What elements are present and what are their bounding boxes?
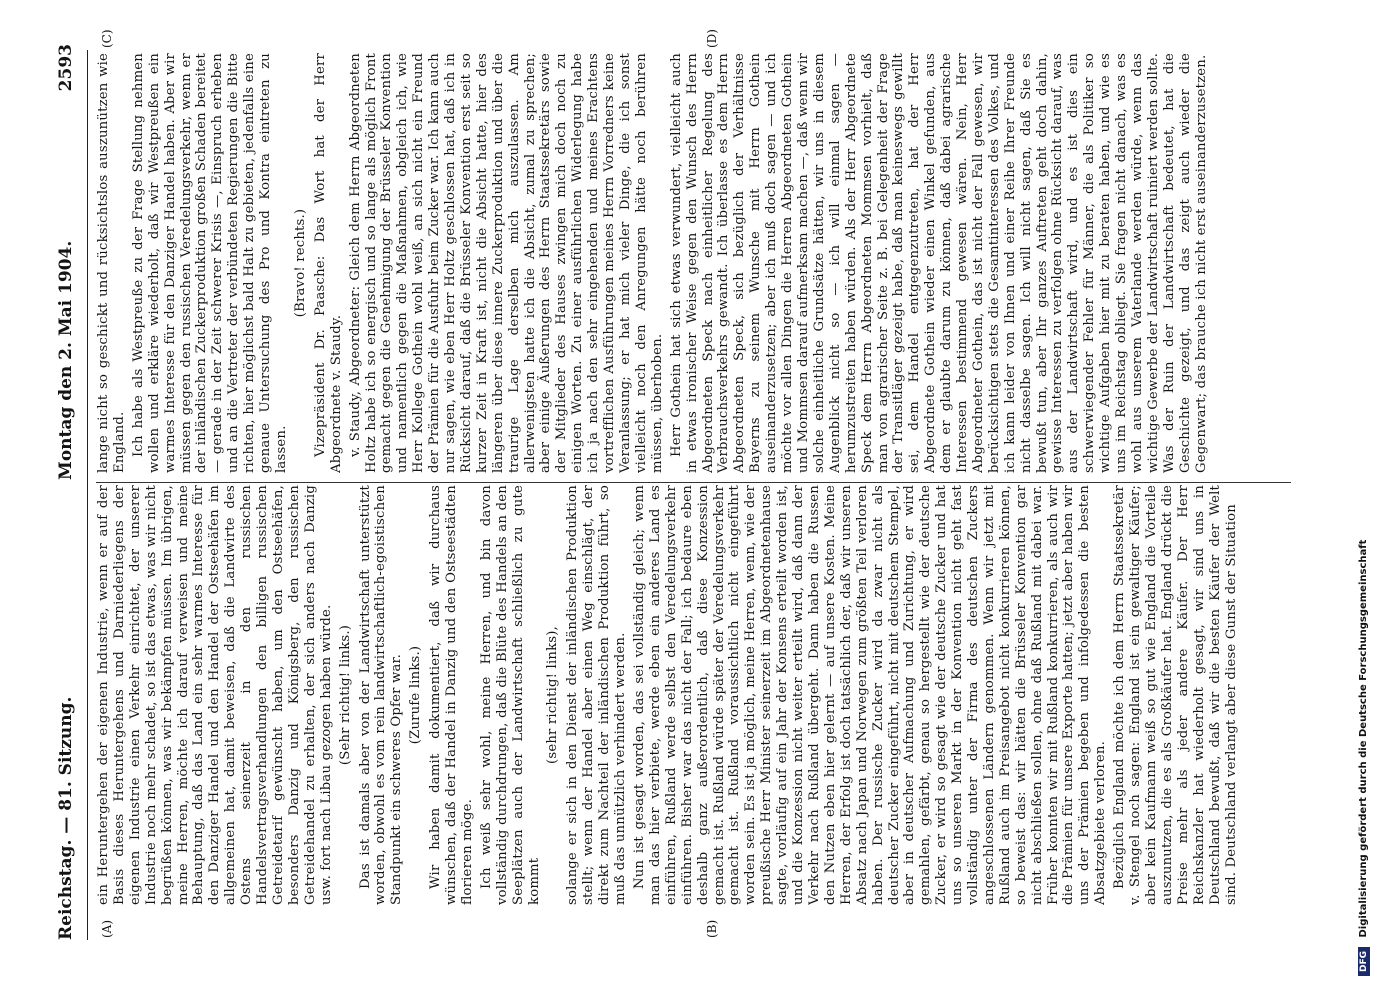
header-date: Montag den 2. Mai 1904. bbox=[56, 240, 76, 480]
paragraph: Wir haben damit dokumentiert, daß wir durchaus wünschen, daß der Handel in Danzig und den Ostseestädten florieren möge. bbox=[428, 485, 475, 905]
column-divider bbox=[96, 482, 1291, 483]
paragraph: solange er sich in den Dienst der inländischen Produktion stellt; wenn der Handel aber einen Weg einschlägt, der direkt zum Nachteil der inländischen Produktion führt, so muß das unnützlich verhindert werden. bbox=[565, 485, 629, 905]
paragraph: Das ist damals aber von der Landwirtschaft unterstützt worden, obwohl es vom rein landwirtschaftlich-egoistischen Standpunkt ein schweres Opfer war. bbox=[357, 485, 405, 905]
interjection: (Bravo! rechts.) bbox=[292, 208, 308, 318]
interjection: (sehr richtig! links), bbox=[545, 626, 561, 764]
right-column bbox=[96, 53, 1296, 473]
marker-b: (B) bbox=[705, 919, 719, 938]
dfg-logo: DFG bbox=[1358, 947, 1370, 976]
paragraph: Nun ist gesagt worden, das sei vollständig gleich; wenn man das hier verbiete, werde eben ein anderes Land es einführen, Rußland werde selbst den Veredelungsverkehr einführen. Bisher war das nicht der Fall; ich bedaure eben deshalb ganz außerordentlich, daß diese Konzession gemacht ist. Rußland würde später der Veredelungsverkehr gemacht ist. Rußland voraussichtlich nicht eingeführt worden sein. Es ist ja möglich, meine Herren, wenn, wie der preußische Herr Minister seinerzeit im Abgeordnetenhause sagte, vorläufig auf ein Jahr der Konsens erteilt worden ist, und die Konzession nicht weiter erteilt wird, daß dann der Verkehr nach Rußland übergeht. Dann haben die Russen den Nutzen eben hier gelernt — auf unsere Kosten. Meine Herren, der Erfolg ist doch tatsächlich der, daß wir unseren Absatz nach Japan und Norwegen zum größten Teil verloren haben. Der russische Zucker wird da zwar nicht als deutscher Zucker eingeführt, nicht mit deutschem Stempel, aber in deutscher Aufmachung und Zurichtung, er wird gemahlen, gefärbt, genau so hergestellt wie der deutsche Zucker, er wird so gesagt wie der deutsche Zucker und hat uns so unseren Markt in der Konvention nicht geht fast vollständig unter der Firma des deutschen Zuckers angeschlossenen Ländern genommen. Wenn wir jetzt mit Rußland auch im Preisangebot nicht konkurrieren können, so beweist das: wir hätten die Brüsseler Konvention gar nicht abschließen sollen, ohne daß Rußland mit dabei war. Früher konnten wir mit Rußland konkurrieren, als auch wir die Prämien für unsere Exporte hatten; jetzt aber haben wir uns der Prämien begeben und infolgedessen die besten Absatzgebiete verloren. bbox=[632, 485, 1109, 905]
funding-text: Digitalisierung gefördert durch die Deutsche Forschungsgemeinschaft bbox=[1358, 539, 1369, 938]
funding-note bbox=[1358, 26, 1376, 976]
speaker-paragraph: Vizepräsident Dr. Paasche: Das Wort hat der Herr Abgeordnete v. Staudy. bbox=[312, 53, 344, 473]
page-header bbox=[56, 44, 84, 940]
left-column bbox=[96, 485, 1296, 905]
marker-c: (C) bbox=[100, 29, 114, 48]
interjection: (Sehr richtig! links.) bbox=[337, 624, 353, 766]
header-rule bbox=[87, 50, 88, 940]
paragraph: Ich weiß sehr wohl, meine Herren, und bin davon vollständig durchdrungen, daß die Blüte des Handels an den Seeplätzen auch der Landwirtschaft schließlich zu gute kommt bbox=[478, 485, 542, 905]
paragraph: Ich habe als Westpreuße zu der Frage Stellung nehmen wollen und erkläre wiederholt, daß wir Westpreußen ein warmes Interesse für den Danziger Handel haben. Aber wir müssen gegen den russischen Veredelungsverkehr, wenn er der inländischen Zuckerproduktion großen Schaden bereitet — gerade in der Zeit schwerer Krisis —, Einspruch erheben und an die Vertreter der verbündeten Regierungen die Bitte richten, hier möglichst bald Halt zu gebieten, jedenfalls eine genaue Untersuchung des Pro und Kontra eintreten zu lassen. bbox=[130, 53, 289, 473]
paragraph: Herr Gothein hat sich etwas verwundert, vielleicht auch in etwas ironischer Weise gegen den Wunsch des Herrn Abgeordneten Speck nach einheitlicher Regelung des Verbrauchsverkehrs gewandt. Ich überlasse es dem Herrn Abgeordneten Speck, sich bezüglich der Verhältnisse Bayerns zu seinem Wunsche mit Herrn Gothein auseinanderzusetzen; aber ich muß doch sagen — und ich möchte vor allen Dingen die Herren Abgeordneten Gothein und Mommsen darauf aufmerksam machen —, daß wenn wir solche einheitliche Grundsätze hätten, wir uns in diesem Augenblick nicht so — ich will einmal sagen — herumzustreiten haben würden. Als der Herr Abgeordnete Speck dem Herrn Abgeordneten Mommsen vorhielt, daß man von agrarischer Seite z. B. bei Gelegenheit der Frage der Transitläger gezeigt habe, daß man keineswegs gewillt sei, dem Handel entgegenzutreten, hat der Herr Abgeordnete Gothein wieder einen Winkel gefunden, aus dem er glaubte darum zu können, daß dabei agrarische Interessen bestimmend gewesen wären. Nein, Herr Abgeordneter Gothein, das ist nicht der Fall gewesen, wir berücksichtigen stets die Gesamtinteressen des Volkes, und ich kann leider von Ihnen und einer Reihe Ihrer Freunde nicht dasselbe sagen. Ich will nicht sagen, daß Sie es bewußt tun, aber Ihr ganzes Auftreten geht doch dahin, gewisse Interessen zu verfolgen ohne Rücksicht darauf, was aus der Landwirtschaft wird, und es ist dies ein schwerwiegender Fehler für Männer, die als Politiker so wichtige Aufgaben hier mit zu beraten haben, und wie es uns im Reichstag obliegt. Sie fragen nicht danach, was es wohl aus unserem Vaterlande werden würde, wenn das wichtige Gewerbe der Landwirtschaft ruiniert werden sollte. Was der Ruin der Landwirtschaft bedeutet, hat die Geschichte gezeigt, und das zeigt auch wieder die Gegenwart; das brauche ich nicht erst auseinanderzusetzen. bbox=[668, 53, 1209, 473]
header-left: Reichstag. — 81. Sitzung. bbox=[56, 696, 76, 940]
interjection: (Zurufe links.) bbox=[408, 645, 424, 745]
marker-a: (A) bbox=[100, 919, 114, 938]
marker-d: (D) bbox=[705, 29, 719, 48]
paragraph: ein Heruntergehen der eigenen Industrie, wenn er auf der Basis dieses Heruntergehens und Darniederliegens der eigenen Industrie einen Verkehr einrichtet, der unserer Industrie noch mehr schadet, so ist das etwas, was wir nicht begrüßen können, was wir bekämpfen müssen. Im übrigen, meine Herren, möchte ich darauf verweisen und meine Behauptung, daß das Land ein sehr warmes Interesse für den Danziger Handel und den Handel der Ostseehäfen im allgemeinen hat, damit beweisen, daß die Landwirte des Ostens seinerzeit in den russischen Handelsvertragsverhandlungen den billigen russischen Getreidetarif gewünscht haben, um den Ostseehäfen, besonders Danzig und Königsberg, den russischen Getreidehandel zu erhalten, der sich anders nach Danzig usw. fort nach Libau gezogen haben würde. bbox=[96, 485, 334, 905]
speaker-paragraph: v. Staudy, Abgeordneter: Gleich dem Herrn Abgeordneten Holtz habe ich so energisch und so lange als möglich Front gemacht gegen die Genehmigung der Brüsseler Konvention und namentlich gegen die Maßnahmen, obgleich ich, wie Herr Kollege Gothein wohl weiß, an sich nicht ein Freund der Prämien für die Ausfuhr beim Zucker war. Ich kann auch nur sagen, wie eben Herr Holtz geschlossen hat, daß ich in Rücksicht darauf, daß die Brüsseler Konvention erst seit so kurzer Zeit in Kraft ist, nicht die Absicht hatte, hier des längeren über diese innere Zuckerproduktion und über die traurige Lage derselben mich auszulassen. Am allerwenigsten hatte ich die Absicht, zumal zu sprechen; aber einige Äußerungen des Herrn Staatssekretärs sowie der Mitglieder des Hauses zwingen mich doch noch zu einigen Worten. Zu einer ausführlichen Widerlegung habe ich ja nach den sehr eingehenden und meines Erachtens vortrefflichen Ausführungen meines Herrn Vorredners keine Veranlassung; er hat mich vieler Dinge, die ich sonst vielleicht noch den Anregungen hätte noch berühren müssen, überhoben. bbox=[347, 53, 665, 473]
paragraph: Bezüglich England möchte ich dem Herrn Staatssekretär v. Stengel noch sagen: England ist ein gewaltiger Käufer; aber kein Kaufmann weiß so gut wie England die Vorteile auszunutzen, die es als Großkäufer hat. England drückt die Preise mehr als jeder andere Käufer. Der Herr Reichskanzler hat wiederholt gesagt, wir sind uns in Deutschland bewußt, daß wir die besten Käufer der Welt sind. Deutschland verlangt aber diese Gunst der Situation bbox=[1112, 485, 1239, 905]
page-number: 2593 bbox=[56, 44, 76, 92]
paragraph: lange nicht so geschickt und rücksichtslos auszunützen wie England. bbox=[96, 53, 127, 473]
